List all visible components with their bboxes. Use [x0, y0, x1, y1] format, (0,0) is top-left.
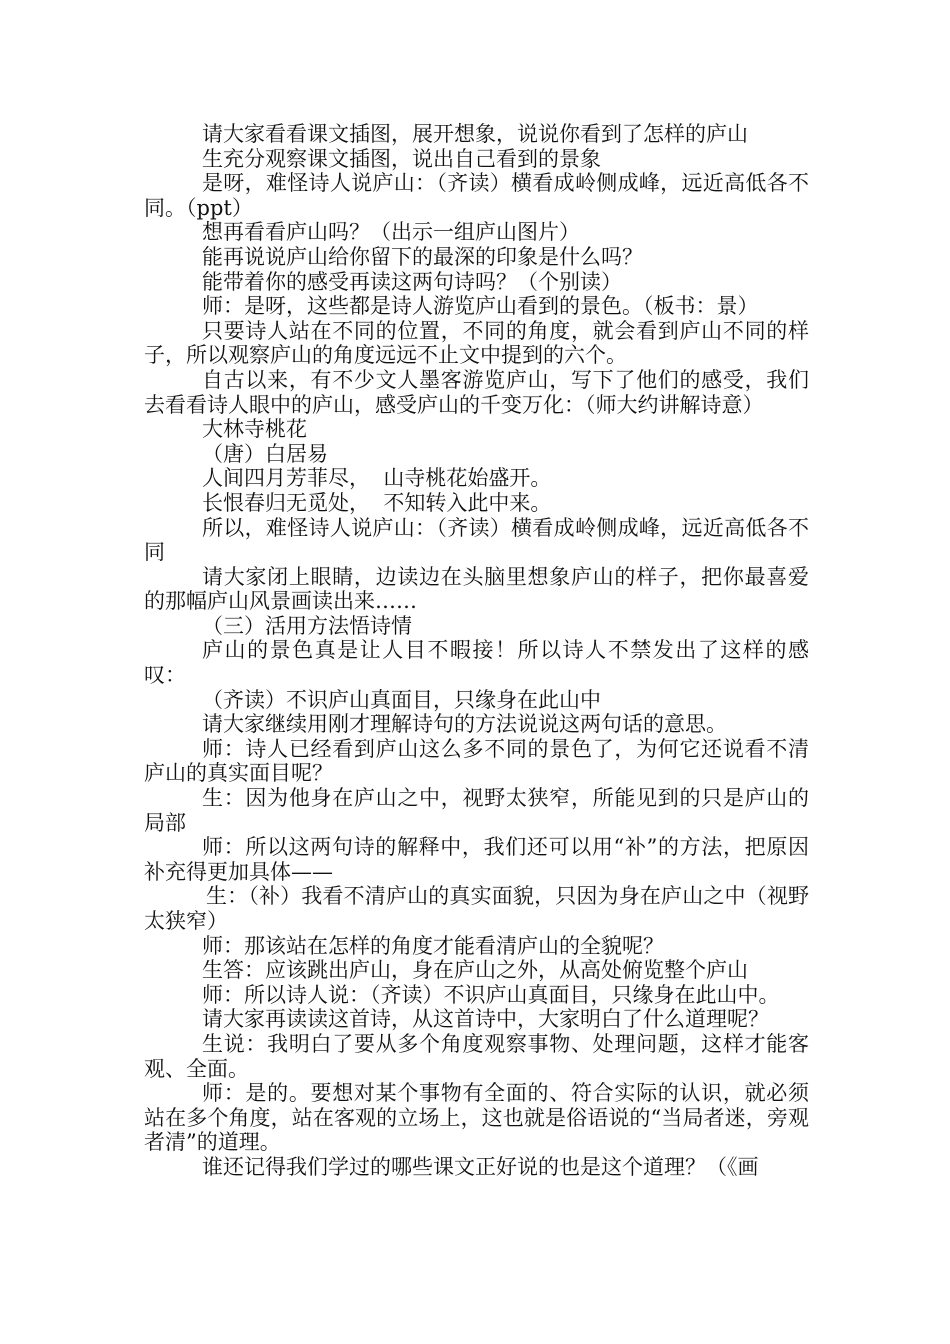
paragraph: 请大家闭上眼睛，边读边在头脑里想象庐山的样子，把你最喜爱的那幅庐山风景画读出来……: [144, 564, 809, 614]
paragraph: 师：所以诗人说：（齐读）不识庐山真面目，只缘身在此山中。: [202, 982, 780, 1007]
paragraph: 自古以来，有不少文人墨客游览庐山，写下了他们的感受，我们去看看诗人眼中的庐山，感受庐山的千变万化：（师大约讲解诗意）: [144, 367, 809, 417]
paragraph: 庐山的景色真是让人目不暇接！所以诗人不禁发出了这样的感叹：: [144, 638, 809, 688]
paragraph: 能带着你的感受再读这两句诗吗？（个别读）: [202, 269, 622, 294]
paragraph: 能再说说庐山给你留下的最深的印象是什么吗？: [202, 244, 643, 269]
paragraph: 生充分观察课文插图，说出自己看到的景象: [202, 146, 601, 171]
paragraph: （齐读）不识庐山真面目，只缘身在此山中: [202, 687, 601, 712]
poem-line: 长恨春归无觅处， 不知转入此中来。: [202, 490, 552, 515]
paragraph: 师：是的。要想对某个事物有全面的、符合实际的认识，就必须站在多个角度，站在客观的立场上，这也就是俗语说的“当局者迷，旁观者清”的道理。: [144, 1081, 809, 1155]
paragraph: 所以，难怪诗人说庐山：（齐读）横看成岭侧成峰，远近高低各不同: [144, 515, 809, 565]
paragraph: 师：那该站在怎样的角度才能看清庐山的全貌呢？: [202, 933, 664, 958]
paragraph: 想再看看庐山吗？（出示一组庐山图片）: [202, 220, 580, 245]
paragraph: 生答：应该跳出庐山，身在庐山之外，从高处俯览整个庐山: [202, 958, 748, 983]
paragraph: 只要诗人站在不同的位置，不同的角度，就会看到庐山不同的样子，所以观察庐山的角度远远不止文中提到的六个。: [144, 318, 809, 368]
document-body: [144, 122, 809, 1180]
paragraph: 师：所以这两句诗的解释中，我们还可以用“补”的方法，把原因补充得更加具体——: [144, 835, 809, 884]
paragraph: 师：是呀，这些都是诗人游览庐山看到的景色。（板书：景）: [202, 294, 759, 319]
paragraph: 生：因为他身在庐山之中，视野太狭窄，所能见到的只是庐山的局部: [144, 786, 809, 835]
paragraph: 是呀，难怪诗人说庐山：（齐读）横看成岭侧成峰，远近高低各不同。（ppt）: [144, 171, 809, 220]
poem-author: （唐）白居易: [202, 441, 328, 466]
paragraph: 生：（补）我看不清庐山的真实面貌，只因为身在庐山之中（视野太狭窄）: [144, 884, 809, 933]
paragraph: 师：诗人已经看到庐山这么多不同的景色了，为何它还说看不清庐山的真实面目呢？: [144, 736, 809, 786]
paragraph: 请大家继续用刚才理解诗句的方法说说这两句话的意思。: [202, 712, 727, 737]
paragraph: 谁还记得我们学过的哪些课文正好说的也是这个道理？（《画: [202, 1154, 759, 1179]
poem-title: 大林寺桃花: [202, 417, 307, 442]
paragraph: 生说：我明白了要从多个角度观察事物、处理问题，这样才能客观、全面。: [144, 1031, 809, 1081]
paragraph: 请大家再读读这首诗，从这首诗中，大家明白了什么道理呢？: [202, 1007, 769, 1032]
poem-line: 人间四月芳菲尽， 山寺桃花始盛开。: [202, 466, 552, 491]
paragraph: 请大家看看课文插图，展开想象，说说你看到了怎样的庐山: [202, 122, 748, 146]
section-heading: （三）活用方法悟诗情: [202, 613, 412, 638]
